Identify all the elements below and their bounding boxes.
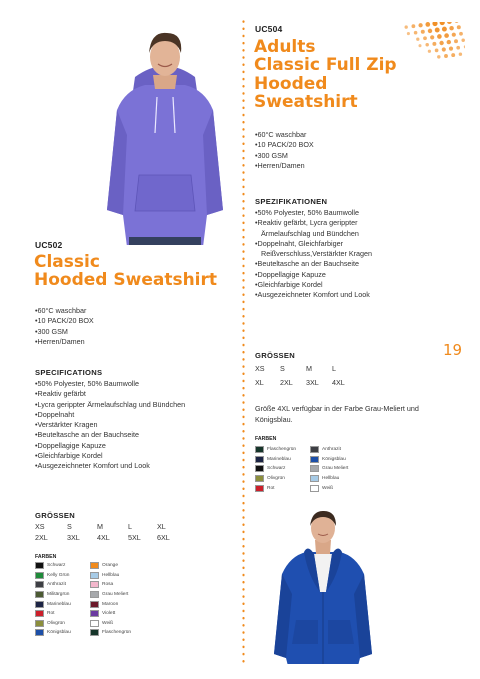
color-label: Grau Meliert: [322, 466, 349, 472]
size-label: 5XL: [128, 533, 141, 542]
color-swatch: [35, 601, 44, 608]
product-title: [34, 253, 217, 290]
color-item: [35, 629, 90, 636]
specs-heading: SPECIFICATIONS: [35, 368, 103, 377]
color-swatch: [35, 572, 44, 579]
color-item: [35, 600, 90, 607]
feature-list: [35, 306, 94, 347]
color-swatch: [90, 562, 99, 569]
color-item: [310, 484, 365, 491]
color-label: Grau Meliert: [102, 591, 129, 597]
page-number: 19: [443, 341, 463, 359]
specs-list: [35, 379, 240, 472]
list-item: • 10 PACK/20 BOX: [35, 316, 94, 326]
color-swatch: [255, 485, 264, 492]
color-item: [35, 581, 90, 588]
list-item: • Gleichfarbige Kordel: [35, 451, 240, 461]
color-item: [35, 591, 90, 598]
sizes-heading: GRÖSSEN: [35, 511, 76, 520]
product-title-line: Hooded Sweatshirt: [34, 270, 218, 291]
dots-logo-icon: [395, 22, 465, 68]
list-item: • Reaktiv gefärbt, Lycra gerippter Ärmelaufschlag und Bündchen: [255, 218, 395, 239]
product-code: UC504: [255, 24, 283, 34]
color-label: Weiß: [322, 485, 334, 491]
size-label: 4XL: [332, 378, 345, 387]
color-label: Anthrazit: [322, 447, 341, 453]
product-photo-uc502: [95, 15, 235, 245]
colors-heading: FARBEN: [35, 554, 57, 560]
color-label: Kelly Grün: [47, 572, 70, 578]
colors-heading: FARBEN: [255, 436, 277, 442]
color-swatch: [310, 465, 319, 472]
list-item: • Doppellagige Kapuze: [35, 441, 240, 451]
list-item: • 10 PACK/20 BOX: [255, 140, 314, 150]
product-code: UC502: [35, 240, 63, 250]
color-swatch: [90, 581, 99, 588]
color-item: [255, 475, 310, 482]
color-item: [35, 610, 90, 617]
size-label: 3XL: [67, 533, 80, 542]
sizes-grid: [35, 522, 185, 542]
color-swatch: [310, 446, 319, 453]
size-label: M: [306, 364, 312, 373]
size-label: 2XL: [280, 378, 293, 387]
color-swatch: [255, 456, 264, 463]
color-item: [90, 610, 150, 617]
specs-list: [255, 208, 395, 301]
color-label: Marineblau: [47, 601, 71, 607]
color-swatch: [90, 620, 99, 627]
size-label: S: [280, 364, 285, 373]
list-item: • 50% Polyester, 50% Baumwolle: [35, 379, 240, 389]
color-swatch: [35, 581, 44, 588]
color-swatch: [35, 591, 44, 598]
list-item: • Ausgezeichneter Komfort und Look: [35, 461, 240, 471]
color-label: Rot: [47, 611, 55, 617]
size-label: S: [67, 522, 72, 531]
feature-list: [255, 130, 314, 171]
list-item: • 60°C waschbar: [35, 306, 94, 316]
product-title-line: Classic: [34, 252, 100, 272]
size-label: M: [97, 522, 103, 531]
list-item: • Herren/Damen: [255, 161, 314, 171]
color-item: [35, 572, 90, 579]
color-label: Olivgrün: [47, 620, 65, 626]
size-label: 4XL: [97, 533, 110, 542]
product-photo-uc504: [268, 504, 378, 664]
color-swatch: [255, 446, 264, 453]
color-label: Schwarz: [267, 466, 286, 472]
color-swatch: [90, 591, 99, 598]
color-list: [35, 562, 150, 636]
color-label: Hellblau: [322, 475, 340, 481]
color-label: Weiß: [102, 620, 114, 626]
color-swatch: [310, 475, 319, 482]
product-title-line: Hooded: [254, 73, 328, 94]
specs-heading: SPEZIFIKATIONEN: [255, 197, 328, 206]
color-list: [255, 446, 365, 492]
size-label: L: [332, 364, 336, 373]
color-item: [310, 446, 365, 453]
size-note: Größe 4XL verfügbar in der Farbe Grau-Meliert und Königsblau.: [255, 404, 419, 424]
color-label: Rosa: [102, 582, 114, 588]
color-swatch: [90, 572, 99, 579]
color-item: [90, 620, 150, 627]
list-item: • 300 GSM: [35, 327, 94, 337]
size-label: XS: [35, 522, 45, 531]
color-label: Maroon: [102, 601, 119, 607]
color-item: [35, 620, 90, 627]
color-item: [255, 456, 310, 463]
product-title-line: Classic Full Zip: [254, 55, 397, 76]
list-item: • Beuteltasche an der Bauchseite: [255, 259, 395, 269]
color-swatch: [90, 610, 99, 617]
color-item: [255, 446, 310, 453]
color-swatch: [255, 475, 264, 482]
color-item: [310, 465, 365, 472]
size-label: L: [128, 522, 132, 531]
color-swatch: [310, 456, 319, 463]
color-label: Rot: [267, 485, 275, 491]
size-label: XL: [255, 378, 264, 387]
color-item: [90, 591, 150, 598]
color-label: Olivgrün: [267, 475, 285, 481]
size-label: XL: [157, 522, 166, 531]
color-label: Schwarz: [47, 563, 66, 569]
list-item: • Lycra gerippter Ärmelaufschlag und Bündchen: [35, 400, 240, 410]
product-title: [254, 38, 397, 111]
size-label: 6XL: [157, 533, 170, 542]
color-swatch: [35, 562, 44, 569]
color-item: [255, 465, 310, 472]
dotted-divider: [242, 18, 245, 663]
color-swatch: [35, 620, 44, 627]
color-item: [310, 456, 365, 463]
color-item: [310, 475, 365, 482]
color-label: Königsblau: [47, 630, 71, 636]
color-swatch: [255, 465, 264, 472]
sizes-grid: [255, 364, 357, 387]
color-item: [90, 629, 150, 636]
size-label: XS: [255, 364, 265, 373]
color-label: Hellblau: [102, 572, 120, 578]
color-label: Flaschengrün: [102, 630, 132, 636]
color-swatch: [310, 485, 319, 492]
list-item: • 50% Polyester, 50% Baumwolle: [255, 208, 395, 218]
list-item: • Gleichfarbige Kordel: [255, 280, 395, 290]
list-item: • Reaktiv gefärbt: [35, 389, 240, 399]
color-swatch: [35, 610, 44, 617]
color-label: Anthrazit: [47, 582, 66, 588]
list-item: • 300 GSM: [255, 151, 314, 161]
color-item: [90, 562, 150, 569]
size-label: 3XL: [306, 378, 319, 387]
list-item: • Herren/Damen: [35, 337, 94, 347]
color-swatch: [90, 629, 99, 636]
color-label: Orange: [102, 563, 118, 569]
color-label: Violett: [102, 611, 116, 617]
list-item: • Doppellagige Kapuze: [255, 270, 395, 280]
list-item: • Doppelnaht: [35, 410, 240, 420]
color-label: Militärgrün: [47, 591, 70, 597]
list-item: • Verstärkter Kragen: [35, 420, 240, 430]
color-swatch: [90, 601, 99, 608]
list-item: • 60°C waschbar: [255, 130, 314, 140]
color-label: Flaschengrün: [267, 447, 297, 453]
color-item: [90, 572, 150, 579]
color-item: [90, 581, 150, 588]
size-label: 2XL: [35, 533, 48, 542]
color-item: [90, 600, 150, 607]
list-item: • Ausgezeichneter Komfort und Look: [255, 290, 395, 300]
color-swatch: [35, 629, 44, 636]
color-item: [35, 562, 90, 569]
sizes-heading: GRÖSSEN: [255, 351, 296, 360]
list-item: • Beuteltasche an der Bauchseite: [35, 430, 240, 440]
list-item: • Doppelnaht, Gleichfarbiger Reißverschluss,Verstärkter Kragen: [255, 239, 395, 260]
product-title-line: Adults: [254, 37, 316, 57]
color-item: [255, 484, 310, 491]
color-label: Königsblau: [322, 456, 346, 462]
product-title-line: Sweatshirt: [254, 92, 358, 113]
color-label: Marineblau: [267, 456, 291, 462]
